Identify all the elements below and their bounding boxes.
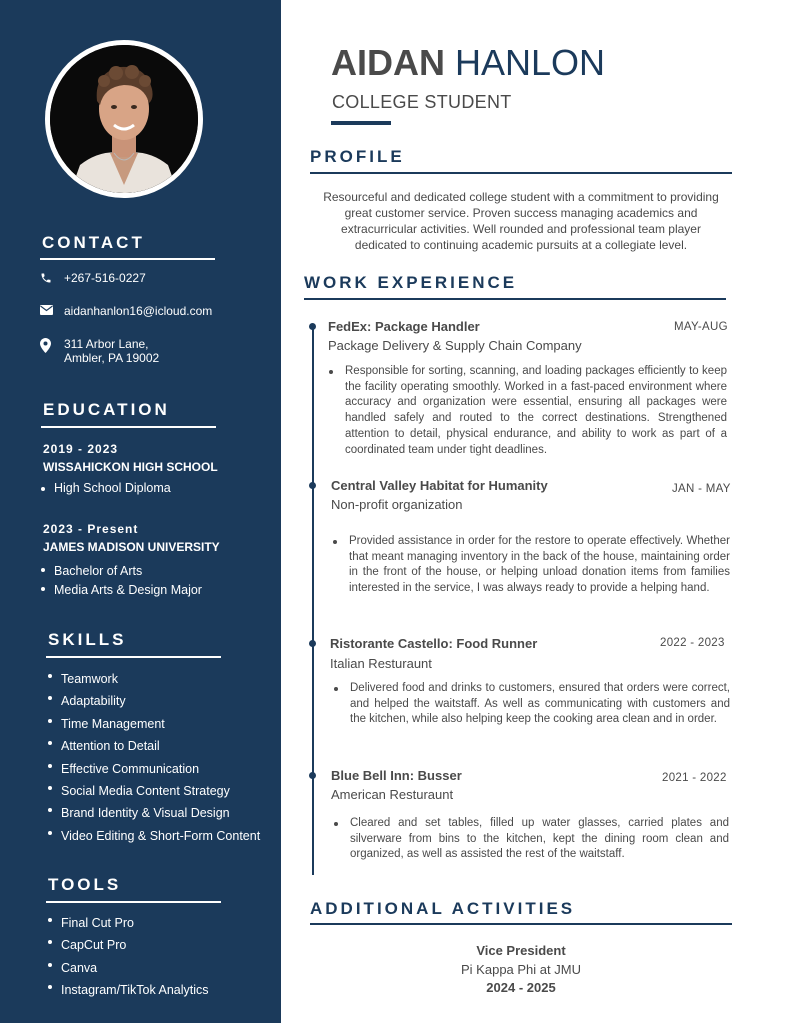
tool-item: Final Cut Pro <box>47 912 209 934</box>
activities-divider <box>310 923 732 925</box>
job-organization: Non-profit organization <box>331 497 463 512</box>
first-name: AIDAN <box>331 42 445 83</box>
skill-item: Attention to Detail <box>47 735 260 757</box>
education-item: Bachelor of Arts <box>40 562 202 581</box>
map-pin-icon <box>40 337 64 353</box>
activity-organization: Pi Kappa Phi at JMU <box>461 962 581 977</box>
tools-divider <box>46 901 221 903</box>
profile-photo-frame <box>45 40 203 198</box>
activities-heading: ADDITIONAL ACTIVITIES <box>310 899 576 918</box>
contact-phone <box>40 271 146 285</box>
job-description: Responsible for sorting, scanning, and loading packages efficiently to keep the facility operating smoothly. Worked in a fast-paced environment where accuracy and organization were essential, ensuring all packages were handled safely and routed to the correct destinations. Strengthened attention to detail, physical endurance, and ability to work as part of a coordinated team under tight deadlines. <box>345 364 727 458</box>
skills-heading: SKILLS <box>48 630 127 649</box>
profile-photo <box>50 45 198 193</box>
full-name <box>331 42 605 84</box>
timeline-dot <box>309 772 316 779</box>
job-title: Blue Bell Inn: Busser <box>331 768 462 783</box>
subtitle: COLLEGE STUDENT <box>332 92 512 112</box>
job-organization: American Resturaunt <box>331 787 454 802</box>
contact-email <box>40 304 212 318</box>
activity-role: Vice President <box>476 943 566 958</box>
skill-item: Adaptability <box>47 690 260 712</box>
sidebar <box>0 0 281 1023</box>
tool-item: Instagram/TikTok Analytics <box>47 979 209 1001</box>
job-date: JAN - MAY <box>672 483 731 495</box>
job-organization: Italian Resturaunt <box>330 656 432 671</box>
job-description: Cleared and set tables, filled up water glasses, carried plates and silverware from bins to the kitchen, kept the dining room clean and organized, as well as assisted the rest of the waitstaff. <box>350 816 729 863</box>
activity-years: 2024 - 2025 <box>486 980 556 995</box>
phone-icon <box>40 271 64 284</box>
contact-address <box>40 337 159 365</box>
education-divider <box>41 426 216 428</box>
tool-item: Canva <box>47 957 209 979</box>
skills-list <box>47 668 260 847</box>
skill-item: Video Editing & Short-Form Content <box>47 825 260 847</box>
email-address: aidanhanlon16@icloud.com <box>64 304 213 318</box>
profile-summary: Resourceful and dedicated college student with a commitment to providing great customer service. Proven success managing academics and extracurricular activities. Well rounded and professional team player dedicated to continuing academic pursuits at a collegiate level. <box>323 190 719 252</box>
tools-heading: TOOLS <box>48 875 122 894</box>
contact-divider <box>40 258 215 260</box>
timeline-dot <box>309 482 316 489</box>
job-title: Ristorante Castello: Food Runner <box>330 636 538 651</box>
last-name: HANLON <box>455 42 606 83</box>
skill-item: Social Media Content Strategy <box>47 780 260 802</box>
tools-list <box>47 912 209 1002</box>
timeline-dot <box>309 640 316 647</box>
tool-item: CapCut Pro <box>47 934 209 956</box>
job-organization: Package Delivery & Supply Chain Company <box>328 338 582 353</box>
work-heading: WORK EXPERIENCE <box>304 273 518 292</box>
job-date: 2022 - 2023 <box>660 637 725 649</box>
education-school: JAMES MADISON UNIVERSITY <box>43 540 220 554</box>
education-items <box>40 481 171 495</box>
job-date: MAY-AUG <box>674 321 728 333</box>
skill-item: Time Management <box>47 713 260 735</box>
education-items <box>40 562 202 600</box>
contact-heading: CONTACT <box>42 233 145 252</box>
education-years: 2019 - 2023 <box>43 442 119 456</box>
address-line-2: Ambler, PA 19002 <box>64 351 160 365</box>
job-description: Provided assistance in order for the restore to operate effectively. Whether that meant managing inventory in the back of the house, maintaining order in the front of the house, or helping unload donation items from families interested in the service, I was always ready to provide a helping hand. <box>349 534 730 597</box>
education-years: 2023 - Present <box>43 522 139 536</box>
skill-item: Brand Identity & Visual Design <box>47 802 260 824</box>
job-description: Delivered food and drinks to customers, ensured that orders were correct, and helped the waitstaff. As well as communicating with customers and the kitchen, while also helping keep the cooking area clean and in order. <box>350 681 730 728</box>
address-line-1: 311 Arbor Lane, <box>64 337 149 351</box>
profile-divider <box>310 172 732 174</box>
education-school: WISSAHICKON HIGH SCHOOL <box>43 460 218 474</box>
phone-number: +267-516-0227 <box>64 271 146 285</box>
job-title: Central Valley Habitat for Humanity <box>331 478 548 493</box>
profile-heading: PROFILE <box>310 147 405 166</box>
timeline-line <box>312 327 314 875</box>
name-accent-bar <box>331 121 391 125</box>
education-item: Media Arts & Design Major <box>40 581 202 600</box>
job-date: 2021 - 2022 <box>662 772 727 784</box>
skills-divider <box>46 656 221 658</box>
skill-item: Teamwork <box>47 668 260 690</box>
education-item: High School Diploma <box>40 481 171 495</box>
timeline-dot <box>309 323 316 330</box>
work-divider <box>304 298 726 300</box>
job-title: FedEx: Package Handler <box>328 319 480 334</box>
skill-item: Effective Communication <box>47 758 260 780</box>
education-heading: EDUCATION <box>43 400 170 419</box>
envelope-icon <box>40 304 64 315</box>
